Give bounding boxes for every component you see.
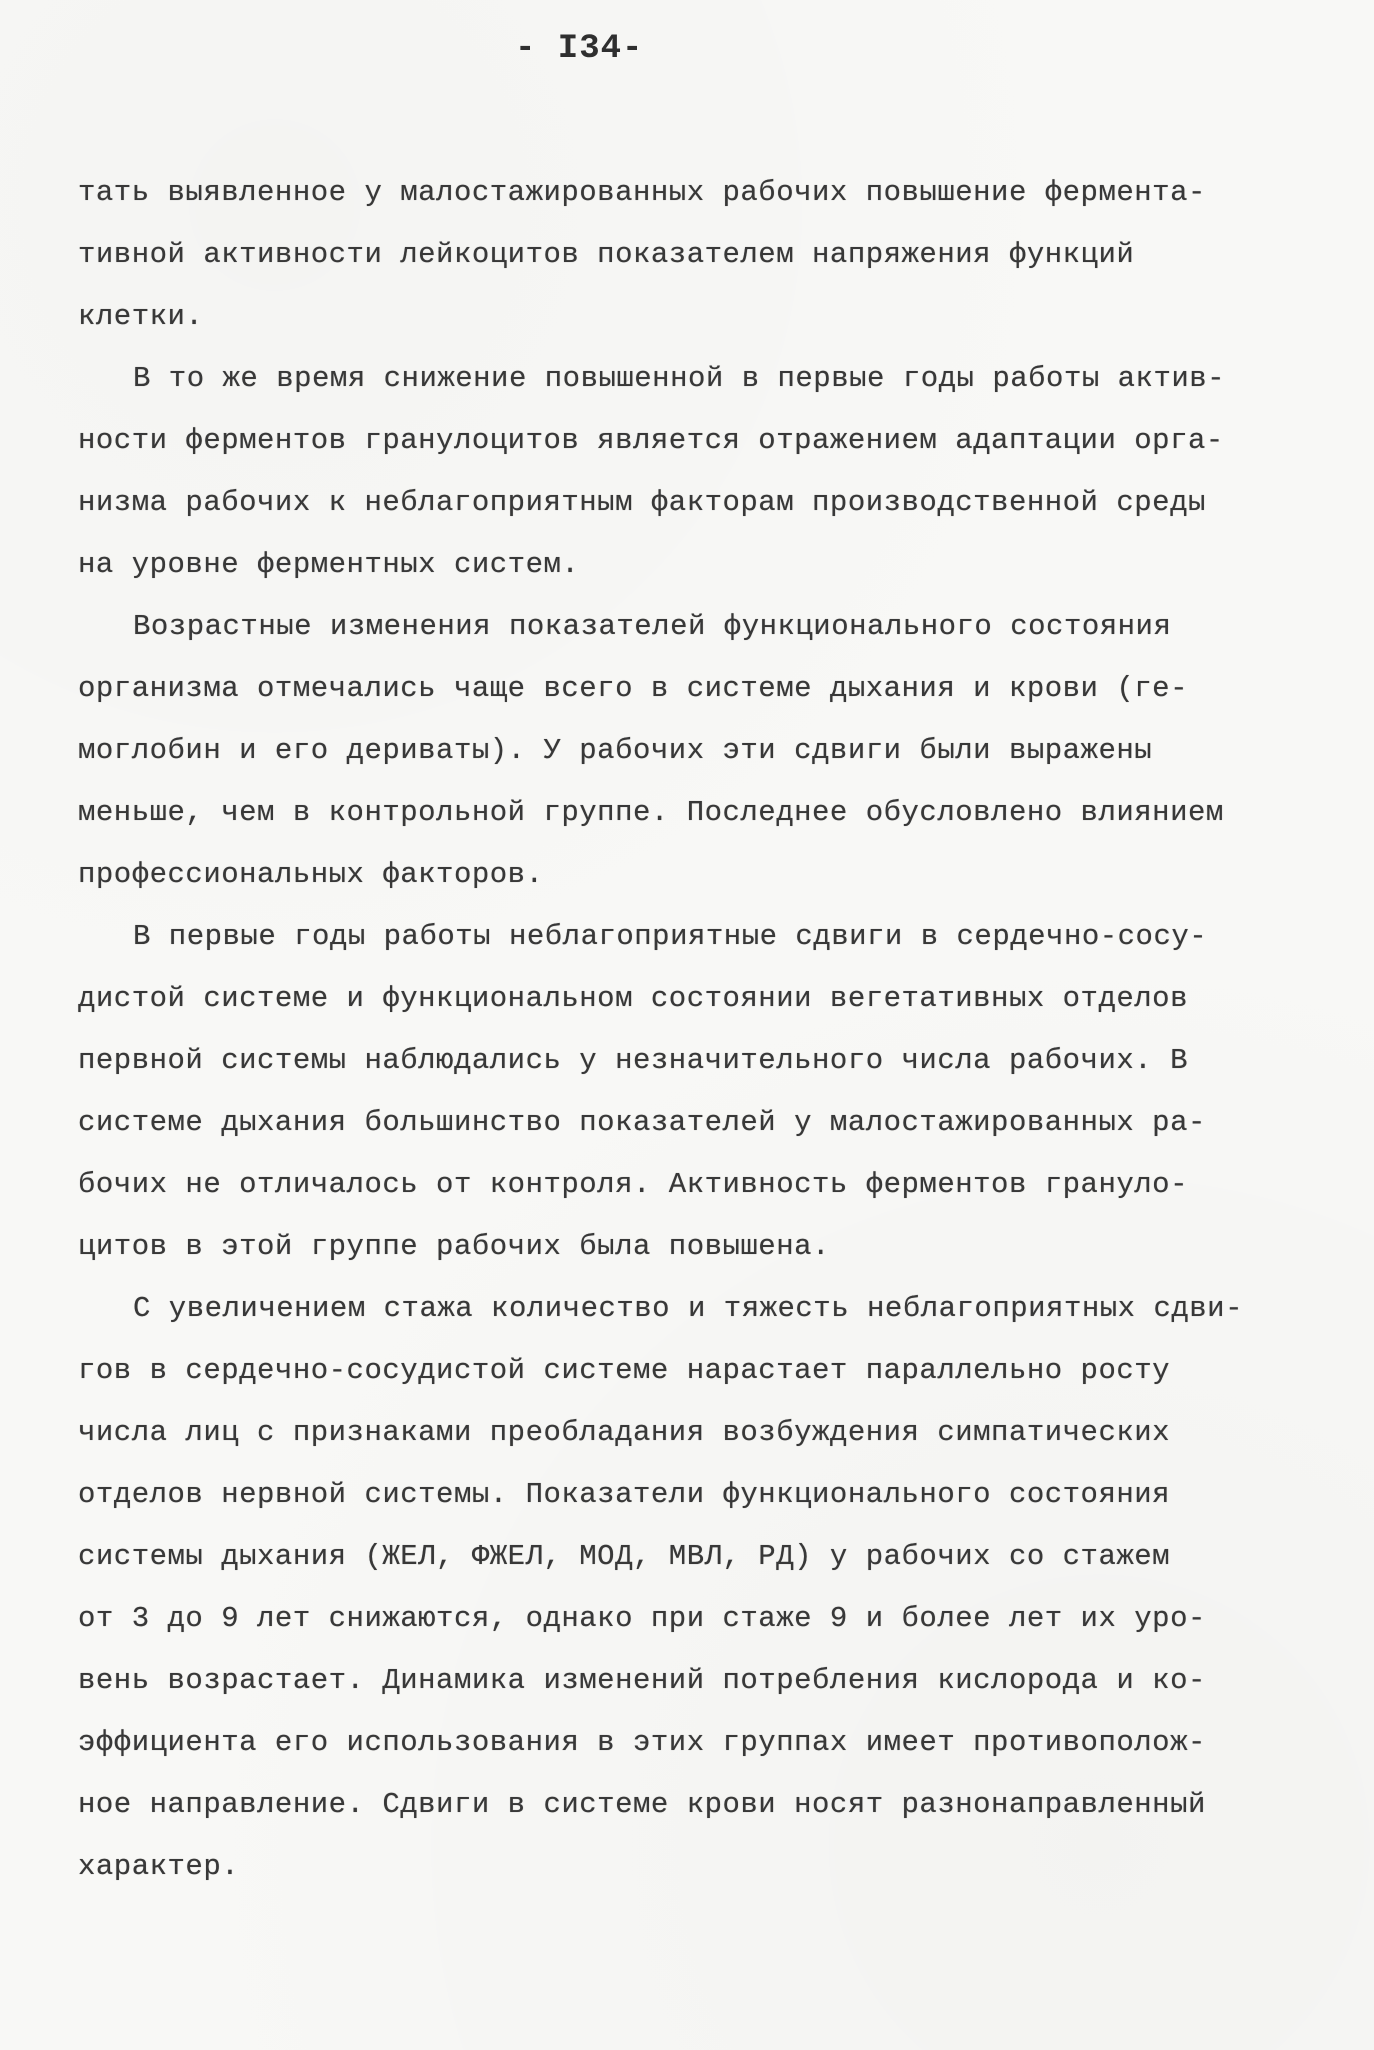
- text-line: системы дыхания (ЖЕЛ, ФЖЕЛ, МОД, МВЛ, РД) у рабочих со стажем: [78, 1540, 1171, 1573]
- text-line: организма отмечались чаще всего в системе дыхания и крови (ге-: [78, 672, 1188, 705]
- text-line: С увеличением стажа количество и тяжесть неблагоприятных сдви-: [133, 1292, 1243, 1325]
- text-line: тать выявленное у малостажированных рабочих повышение фермента-: [78, 176, 1206, 209]
- text-line: отделов нервной системы. Показатели функционального состояния: [78, 1478, 1171, 1511]
- text-line: дистой системе и функциональном состоянии вегетативных отделов: [78, 982, 1188, 1015]
- text-line: ности ферментов гранулоцитов является отражением адаптации орга-: [78, 424, 1224, 457]
- text-line: Возрастные изменения показателей функционального состояния: [133, 610, 1172, 643]
- body-text: [78, 162, 1298, 1898]
- text-line: меньше, чем в контрольной группе. Последнее обусловлено влиянием: [78, 796, 1224, 829]
- text-line: бочих не отличалось от контроля. Активность ферментов грануло-: [78, 1168, 1188, 1201]
- text-line: вень возрастает. Динамика изменений потребления кислорода и ко-: [78, 1664, 1206, 1697]
- text-line: на уровне ферментных систем.: [78, 548, 580, 581]
- text-line: системе дыхания большинство показателей у малостажированных ра-: [78, 1106, 1206, 1139]
- page-number: - I34-: [515, 30, 644, 68]
- text-line: первной системы наблюдались у незначительного числа рабочих. В: [78, 1044, 1188, 1077]
- text-line: низма рабочих к неблагоприятным факторам производственной среды: [78, 486, 1206, 519]
- text-line: моглобин и его дериваты). У рабочих эти сдвиги были выражены: [78, 734, 1153, 767]
- text-line: В первые годы работы неблагоприятные сдвиги в сердечно-сосу-: [133, 920, 1208, 953]
- text-line: клетки.: [78, 300, 204, 333]
- text-line: В то же время снижение повышенной в первые годы работы актив-: [133, 362, 1226, 395]
- text-line: тивной активности лейкоцитов показателем напряжения функций: [78, 238, 1135, 271]
- text-line: числа лиц с признаками преобладания возбуждения симпатических: [78, 1416, 1171, 1449]
- text-line: профессиональных факторов.: [78, 858, 544, 891]
- text-line: ное направление. Сдвиги в системе крови носят разнонаправленный: [78, 1788, 1206, 1821]
- text-line: эффициента его использования в этих группах имеет противополож-: [78, 1726, 1206, 1759]
- text-line: от 3 до 9 лет снижаются, однако при стаже 9 и более лет их уро-: [78, 1602, 1206, 1635]
- text-line: гов в сердечно-сосудистой системе нарастает параллельно росту: [78, 1354, 1171, 1387]
- text-line: цитов в этой группе рабочих была повышена.: [78, 1230, 830, 1263]
- text-line: характер.: [78, 1850, 240, 1883]
